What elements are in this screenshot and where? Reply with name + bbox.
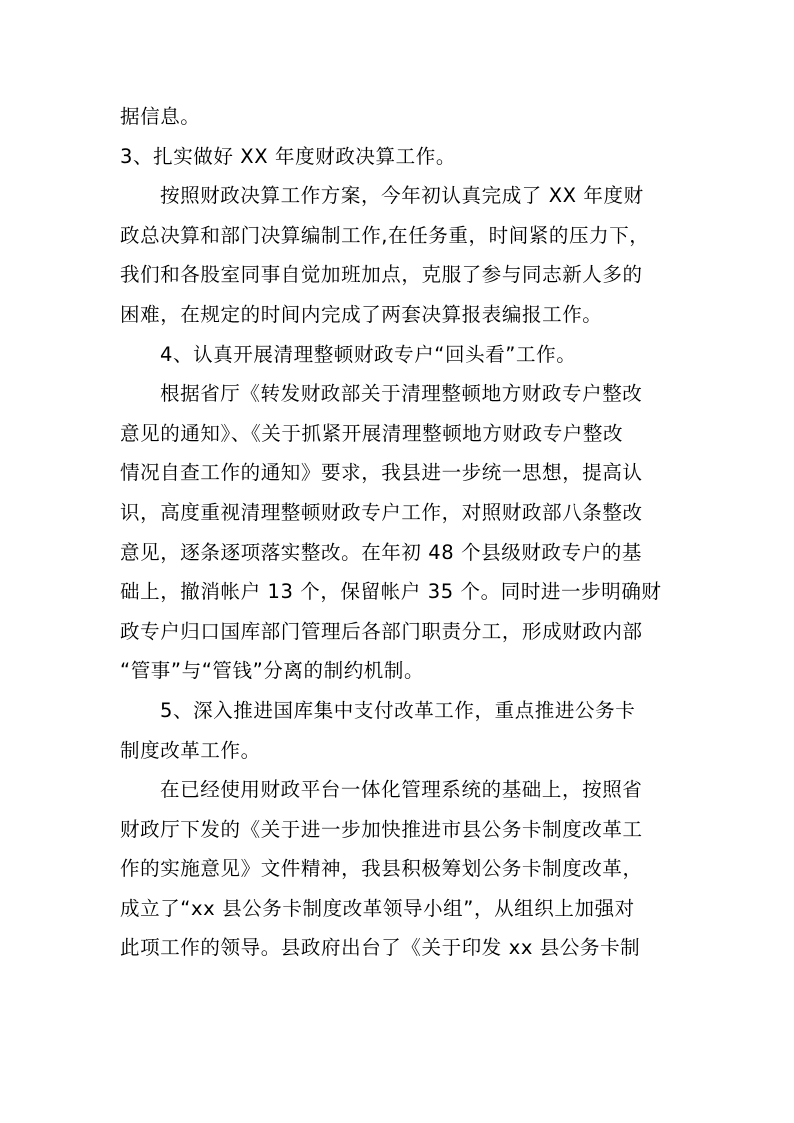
text-line: 识，高度重视清理整顿财政专户工作，对照财政部八条整改 xyxy=(120,500,643,524)
text-line: 意见的通知》、《关于抓紧开展清理整顿地方财政专户整改 xyxy=(120,421,624,445)
text-line: 政专户归口国库部门管理后各部门职责分工，形成财政内部 xyxy=(120,619,643,643)
text-line: 础上，撤消帐户 13 个，保留帐户 35 个。同时进一步明确财 xyxy=(120,580,662,604)
text-line: 制度改革工作。 xyxy=(120,738,261,762)
text-line: 据信息。 xyxy=(120,105,201,128)
text-line: 在已经使用财政平台一体化管理系统的基础上，按照省 xyxy=(160,778,643,802)
text-line: 按照财政决算工作方案，今年初认真完成了 XX 年度财 xyxy=(160,184,644,208)
text-line: 根据省厅《转发财政部关于清理整顿地方财政专户整改 xyxy=(160,382,643,406)
text-line: 我们和各股室同事自觉加班加点，克服了参与同志新人多的 xyxy=(120,263,643,287)
text-line: 4、认真开展清理整顿财政专户“回头看”工作。 xyxy=(160,342,577,366)
text-line: 成立了“xx 县公务卡制度改革领导小组”，从组织上加强对 xyxy=(120,896,635,920)
document-body xyxy=(120,97,676,968)
text-line: 此项工作的领导。县政府出台了《关于印发 xx 县公务卡制 xyxy=(120,936,641,960)
text-line: 困难，在规定的时间内完成了两套决算报表编报工作。 xyxy=(120,302,603,326)
text-line: 政总决算和部门决算编制工作,在任务重，时间紧的压力下， xyxy=(120,223,650,247)
text-line: 3、扎实做好 XX 年度财政决算工作。 xyxy=(120,144,456,168)
text-line: 作的实施意见》文件精神，我县积极筹划公务卡制度改革， xyxy=(120,857,643,881)
text-line: 财政厅下发的《关于进一步加快推进市县公务卡制度改革工 xyxy=(120,817,643,841)
text-line: 5、深入推进国库集中支付改革工作，重点推进公务卡 xyxy=(160,698,636,722)
text-line: 情况自查工作的通知》要求，我县进一步统一思想，提高认 xyxy=(120,461,643,485)
text-line: 意见，逐条逐项落实整改。在年初 48 个县级财政专户的基 xyxy=(120,540,643,564)
text-line: “管事”与“管钱”分离的制约机制。 xyxy=(120,659,425,683)
